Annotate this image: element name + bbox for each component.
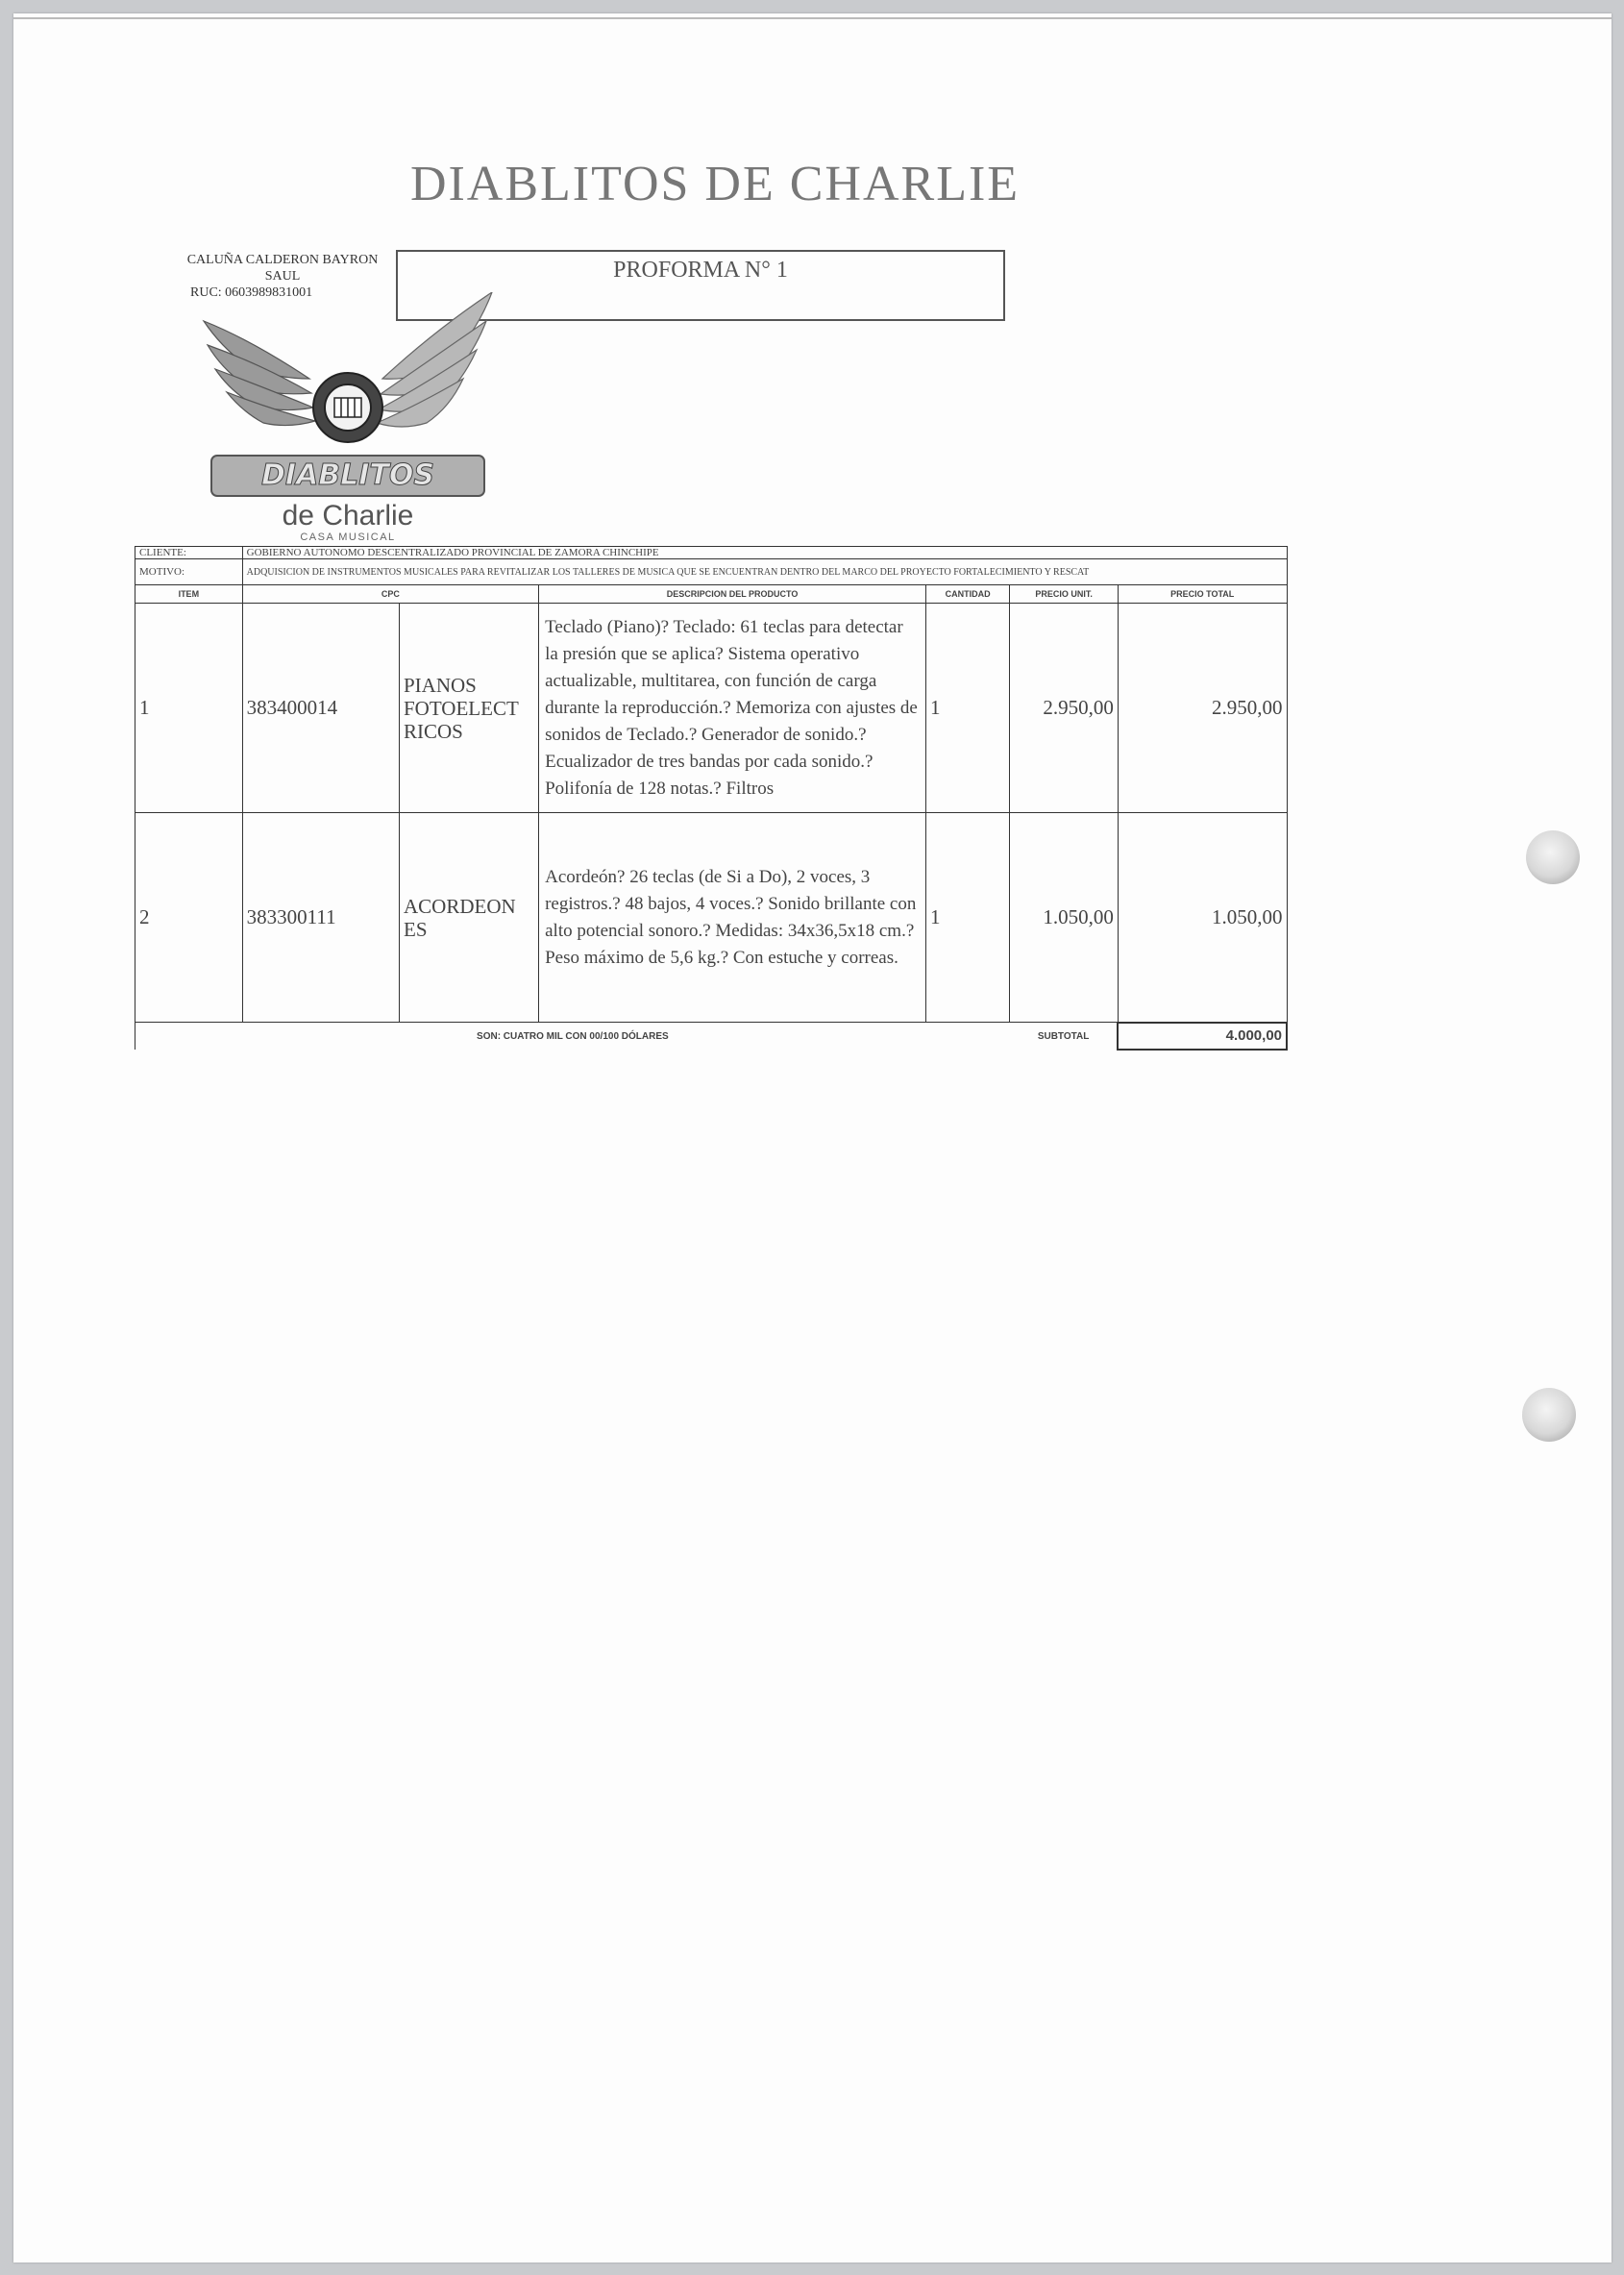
header-cpc: CPC [242, 585, 538, 604]
table-row [135, 604, 1288, 813]
product-description: Acordeón? 26 teclas (de Si a Do), 2 voces, 3 registros.? 48 bajos, 4 voces.? Sonido brillante con alto potencial sonoro.? Medidas: 34x36,5x18 cm.? Peso máximo de 5,6 kg.? Con estuche y correas. [539, 813, 926, 1023]
product-name: PIANOS FOTOELECT RICOS [400, 604, 539, 813]
unit-price: 2.950,00 [1010, 604, 1119, 813]
total-price: 1.050,00 [1118, 813, 1287, 1023]
cliente-value: GOBIERNO AUTONOMO DESCENTRALIZADO PROVINCIAL DE ZAMORA CHINCHIPE [242, 547, 1287, 559]
svg-text:de Charlie: de Charlie [282, 500, 414, 532]
company-name-heading: DIABLITOS DE CHARLIE [409, 157, 1021, 211]
ruc-number: RUC: 0603989831001 [190, 285, 313, 300]
product-description: Teclado (Piano)? Teclado: 61 teclas para detectar la presión que se aplica? Sistema operativo actualizable, multitarea, con función de carga durante la reproducción.? Memoriza con ajustes de sonidos de Teclado.? Generador de sonido.? Ecualizador de tres bandas por cada sonido.? Polifonía de 128 notas.? Filtros [539, 604, 926, 813]
header-cantidad: CANTIDAD [925, 585, 1009, 604]
document-page [13, 13, 1612, 2263]
item-number: 1 [135, 604, 243, 813]
subtotal-value: 4.000,00 [1118, 1023, 1287, 1051]
proforma-title: PROFORMA N° 1 [613, 258, 788, 283]
product-name: ACORDEON ES [400, 813, 539, 1023]
header-precio-unit: PRECIO UNIT. [1010, 585, 1119, 604]
motivo-value: ADQUISICION DE INSTRUMENTOS MUSICALES PARA REVITALIZAR LOS TALLERES DE MUSICA QUE SE ENCUENTRAN DENTRO DEL MARCO DEL PROYECTO FORTALECIMIENTO Y RESCAT [242, 559, 1287, 585]
svg-text:CASA MUSICAL: CASA MUSICAL [300, 532, 396, 543]
owner-name-line1: CALUÑA CALDERON BAYRON [186, 253, 379, 267]
scan-edge-line [13, 17, 1612, 19]
motivo-label: MOTIVO: [135, 559, 243, 585]
cliente-label: CLIENTE: [135, 547, 243, 559]
total-price: 2.950,00 [1118, 604, 1287, 813]
amount-in-words: SON: CUATRO MIL CON 00/100 DÓLARES [135, 1023, 1010, 1051]
item-number: 2 [135, 813, 243, 1023]
header-descripcion: DESCRIPCION DEL PRODUCTO [539, 585, 926, 604]
cpc-code: 383400014 [242, 604, 399, 813]
invoice-table [135, 546, 1288, 1051]
header-row [135, 585, 1288, 604]
cliente-row [135, 547, 1288, 559]
svg-text:DIABLITOS: DIABLITOS [261, 458, 434, 492]
quantity: 1 [925, 604, 1009, 813]
subtotal-label: SUBTOTAL [1010, 1023, 1119, 1051]
winged-piano-badge-icon [194, 292, 502, 552]
header-item: ITEM [135, 585, 243, 604]
quantity: 1 [925, 813, 1009, 1023]
table-row [135, 813, 1288, 1023]
cpc-code: 383300111 [242, 813, 399, 1023]
unit-price: 1.050,00 [1010, 813, 1119, 1023]
header-precio-total: PRECIO TOTAL [1118, 585, 1287, 604]
punch-hole [1522, 1388, 1576, 1442]
motivo-row [135, 559, 1288, 585]
punch-hole [1526, 830, 1580, 884]
owner-name-line2: SAUL [264, 269, 301, 284]
footer-row [135, 1023, 1288, 1051]
